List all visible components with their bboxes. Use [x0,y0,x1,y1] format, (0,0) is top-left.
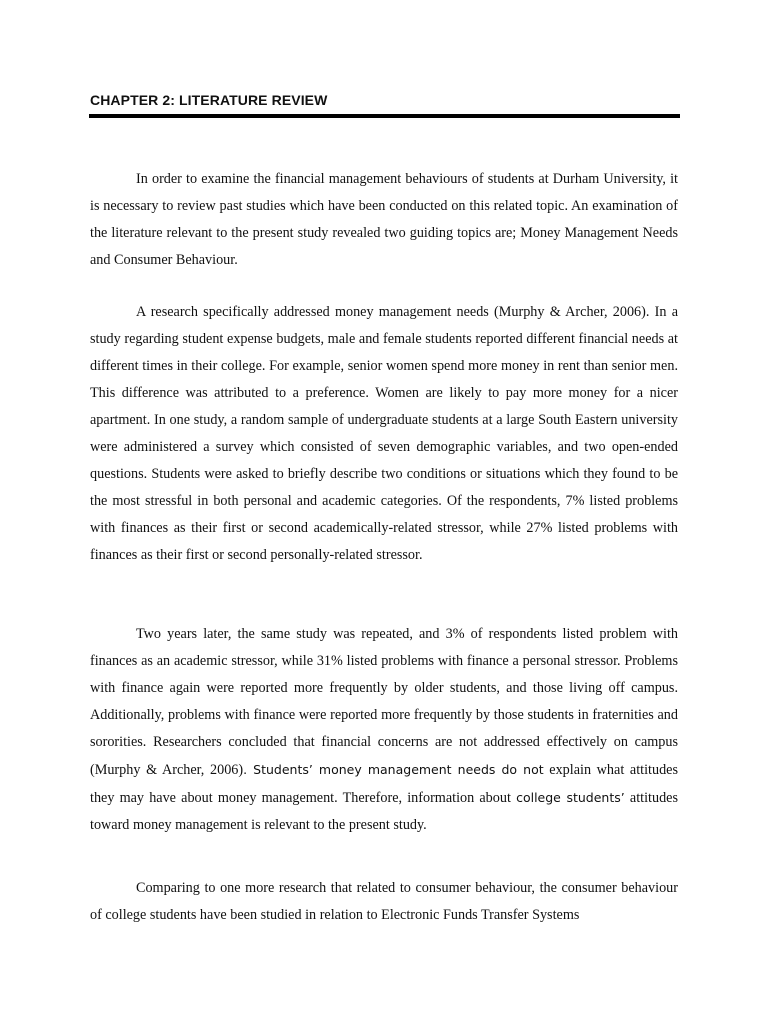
chapter-heading: CHAPTER 2: LITERATURE REVIEW [90,92,328,108]
paragraph-text-part-alt-font: college students’ [516,790,625,805]
heading-rule [89,114,680,118]
paragraph-text [90,621,678,839]
paragraph-text-part: explain what attitudes they may have about money management. Therefore, information about [90,762,678,806]
paragraph-consumer-behaviour [90,875,678,929]
paragraph-text: In order to examine the financial management behaviours of students at Durham University, it is necessary to review past studies which have been conducted on this related topic. An examination of the literature relevant to the present study revealed two guiding topics are; Money Management Needs and Consumer Behaviour. [90,171,678,268]
paragraph-intro [90,166,678,274]
paragraph-money-management-needs [90,299,678,569]
paragraph-text-part: attitudes toward money management is relevant to the present study. [90,790,678,833]
paragraph-text-part: Two years later, the same study was repeated, and 3% of respondents listed problem with finances as an academic stressor, while 31% listed problems with finance a personal stressor. Problems with finance again were reported more frequently by older students, and those living off campus. Additionally, problems with finance were reported more frequently by those students in fraternities and sororities. Researchers concluded that financial concerns are not addressed effectively on campus (Murphy & Archer, 2006) [90,626,678,778]
paragraph-repeat-study [90,621,678,839]
paragraph-text: A research specifically addressed money management needs (Murphy & Archer, 2006). In a study regarding student expense budgets, male and female students reported different financial needs at different times in their college. For example, senior women spend more money in rent than senior men. This difference was attributed to a preference. Women are likely to pay more money for a nicer apartment. In one study, a random sample of undergraduate students at a large South Eastern university were administered a survey which consisted of seven demographic variables, and two open-ended questions. Students were asked to briefly describe two conditions or situations which they found to be the most stressful in both personal and academic categories. Of the respondents, 7% listed problems with finances as their first or second academically-related stressor, while 27% listed problems with finances as their first or second personally-related stressor. [90,304,678,563]
paragraph-text-part-alt-font: . Students’ money management needs do not [243,762,544,777]
paragraph-text: Comparing to one more research that related to consumer behaviour, the consumer behaviour of college students have been studied in relation to Electronic Funds Transfer Systems [90,880,678,923]
